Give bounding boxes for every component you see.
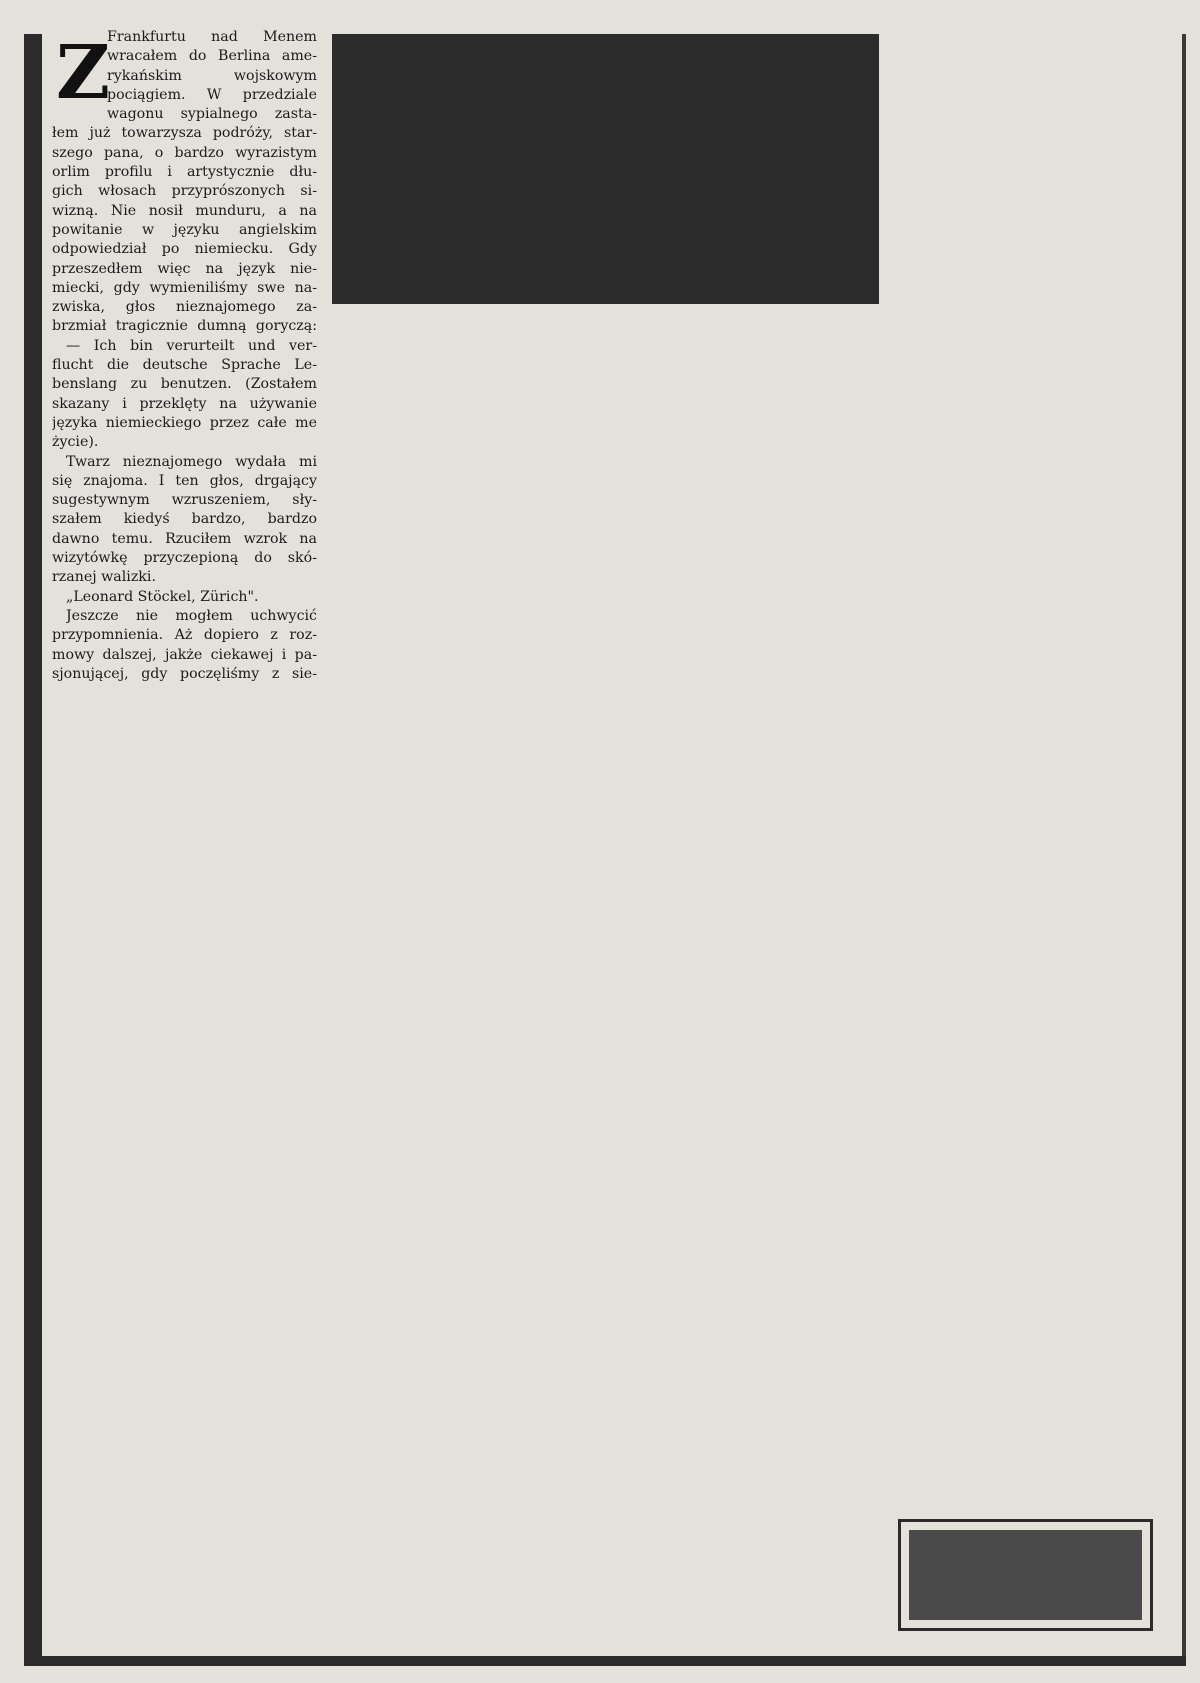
next-issue-box-panel [909, 1530, 1142, 1620]
text-line: miecki, gdy wymieniliśmy swe na- [52, 279, 317, 296]
text-line: mowy dalszej, jakże ciekawej i pa- [52, 646, 317, 663]
article-column-4 [892, 28, 1157, 1468]
text-line: Twarz nieznajomego wydała mi [66, 453, 317, 470]
text-line: przeszedłem więc na język nie- [52, 260, 317, 277]
text-line: wizną. Nie nosił munduru, a na [52, 202, 317, 219]
text-line: sjonującej, gdy poczęliśmy z sie- [52, 665, 317, 682]
text-line: gich włosach przyprószonych si- [52, 183, 317, 200]
page-border-left [24, 34, 42, 1666]
text-line: wizytówkę przyczepioną do skó- [52, 550, 317, 567]
text-line: zwiska, głos nieznajomego za- [52, 299, 317, 316]
text-line: skazany i przeklęty na używanie [52, 395, 317, 412]
text-line: flucht die deutsche Sprache Le- [52, 357, 317, 374]
text-line: szego pana, o bardzo wyrazistym [52, 144, 317, 161]
text-line: „Leonard Stöckel, Zürich". [66, 588, 259, 605]
text-line: sugestywnym wzruszeniem, sły- [52, 492, 317, 509]
next-issue-box [898, 1519, 1153, 1631]
text-line: odpowiedział po niemiecku. Gdy [52, 241, 317, 258]
text-line: brzmiał tragicznie dumną goryczą: [52, 318, 317, 335]
text-line: wagonu sypialnego zasta- [107, 106, 317, 123]
text-line: — Ich bin verurteilt und ver- [66, 337, 317, 354]
text-line: języka niemieckiego przez całe me [52, 414, 317, 431]
text-line: się znajoma. I ten głos, drgający [52, 472, 317, 489]
article-column-left [52, 28, 317, 684]
text-line: wracałem do Berlina ame- [107, 48, 317, 65]
text-line: rykańskim wojskowym [107, 67, 317, 84]
text-line: rzanej walizki. [52, 569, 156, 586]
text-line: życie). [52, 434, 99, 451]
text-line: przypomnienia. Aż dopiero z roz- [52, 627, 317, 644]
author-signature [898, 1480, 1153, 1504]
article-column-3 [610, 312, 878, 1652]
text-line: łem już towarzysza podróży, star- [52, 125, 317, 142]
article-column-2 [330, 312, 598, 1652]
text-line: benslang zu benutzen. (Zostałem [52, 376, 317, 393]
text-line: Frankfurtu nad Menem [107, 29, 317, 45]
page-border-bottom [24, 1656, 1186, 1666]
text-line: dawno temu. Rzuciłem wzrok na [52, 530, 317, 547]
text-line: powitanie w języku angielskim [52, 221, 317, 238]
text-line: Jeszcze nie mogłem uchwycić [66, 607, 317, 624]
text-line: szałem kiedyś bardzo, bardzo [52, 511, 317, 528]
dropcap-letter: Z [56, 30, 111, 116]
title-banner [332, 34, 879, 304]
page-border-right [1182, 34, 1186, 1666]
text-line: pociągiem. W przedziale [107, 86, 317, 103]
text-line: orlim profilu i artystycznie dłu- [52, 164, 317, 181]
